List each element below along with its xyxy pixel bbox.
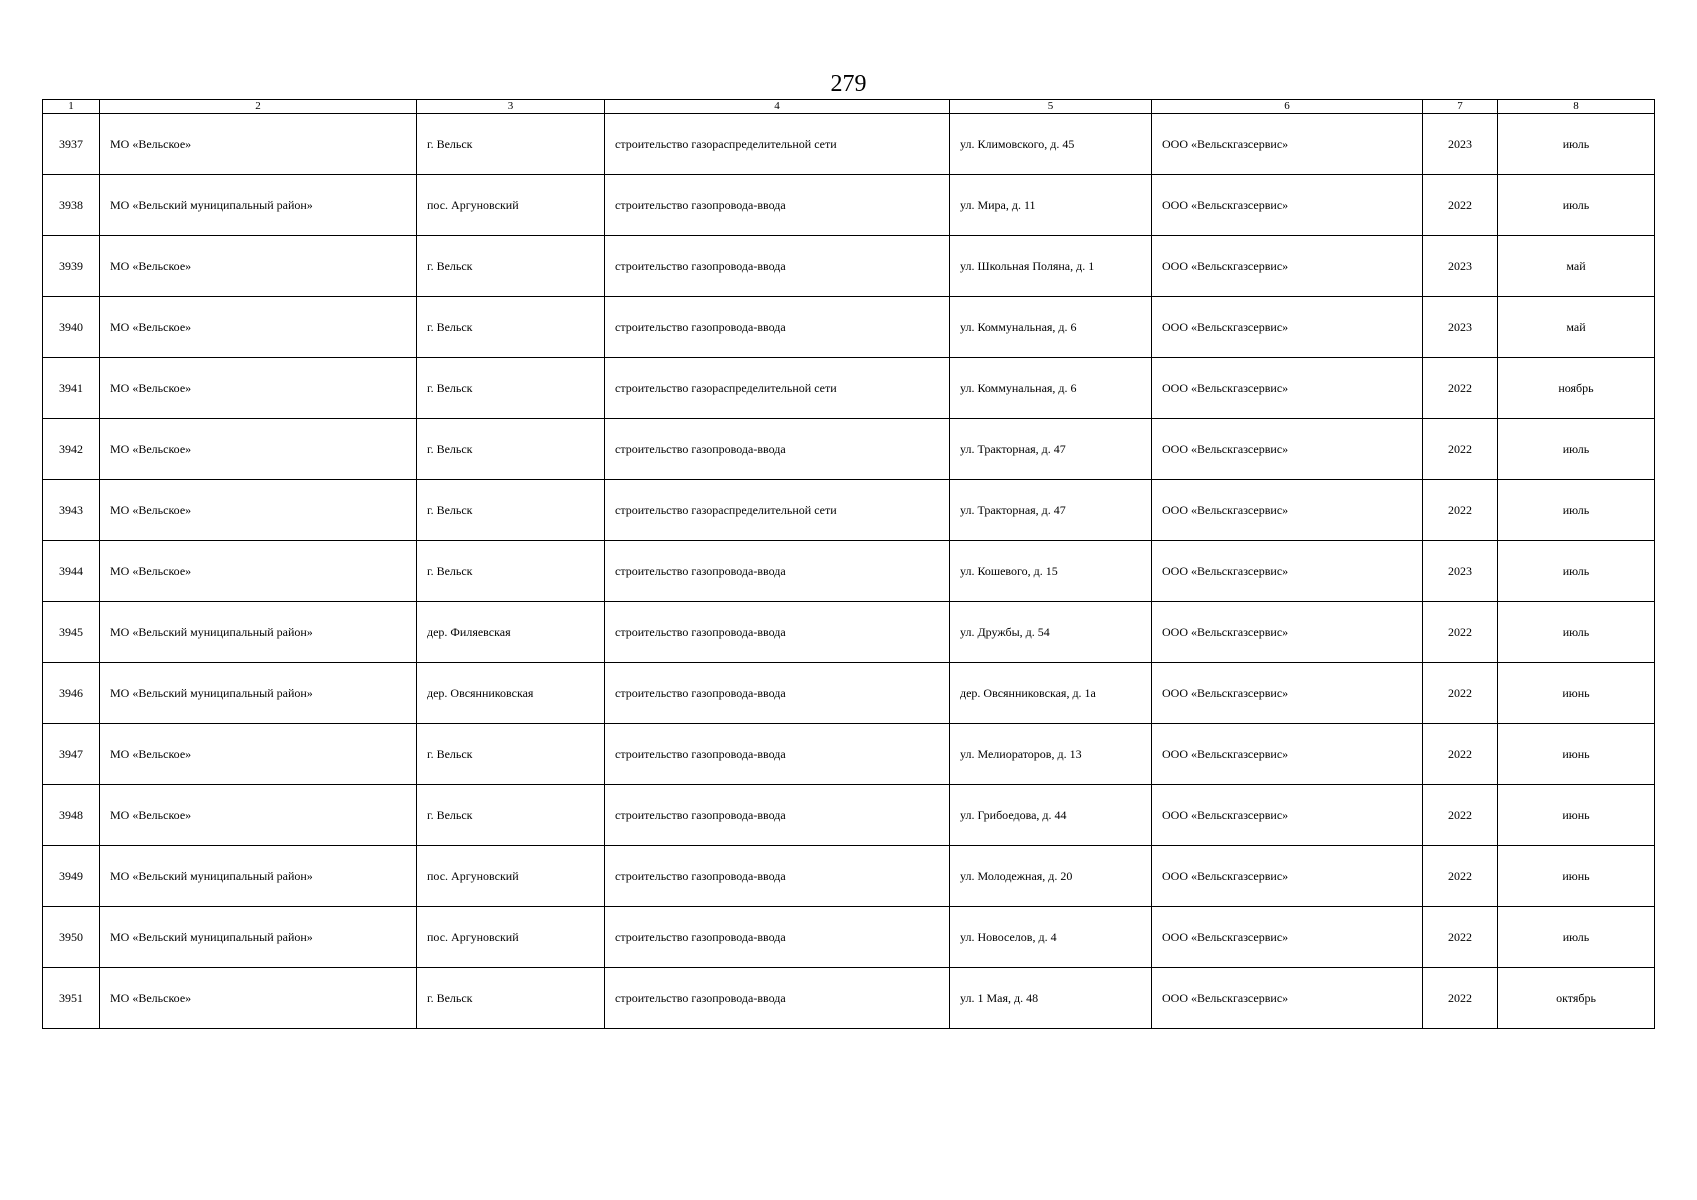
- month-cell: июль: [1498, 480, 1655, 541]
- settlement-cell: г. Вельск: [417, 724, 605, 785]
- month-cell: октябрь: [1498, 968, 1655, 1029]
- organization-cell: ООО «Вельскгазсервис»: [1152, 358, 1423, 419]
- municipality-cell: МО «Вельское»: [100, 480, 417, 541]
- row-number-cell: 3950: [43, 907, 100, 968]
- municipality-cell: МО «Вельский муниципальный район»: [100, 175, 417, 236]
- municipality-cell: МО «Вельский муниципальный район»: [100, 907, 417, 968]
- municipality-cell: МО «Вельское»: [100, 297, 417, 358]
- column-header: 6: [1152, 100, 1423, 114]
- municipality-cell: МО «Вельское»: [100, 114, 417, 175]
- organization-cell: ООО «Вельскгазсервис»: [1152, 114, 1423, 175]
- settlement-cell: г. Вельск: [417, 541, 605, 602]
- settlement-cell: пос. Аргуновский: [417, 175, 605, 236]
- settlement-cell: г. Вельск: [417, 785, 605, 846]
- work-type-cell: строительство газопровода-ввода: [605, 846, 950, 907]
- organization-cell: ООО «Вельскгазсервис»: [1152, 541, 1423, 602]
- organization-cell: ООО «Вельскгазсервис»: [1152, 846, 1423, 907]
- work-type-cell: строительство газопровода-ввода: [605, 236, 950, 297]
- year-cell: 2022: [1423, 175, 1498, 236]
- year-cell: 2022: [1423, 724, 1498, 785]
- municipality-cell: МО «Вельский муниципальный район»: [100, 846, 417, 907]
- month-cell: май: [1498, 236, 1655, 297]
- address-cell: ул. Мелиораторов, д. 13: [950, 724, 1152, 785]
- column-header: 2: [100, 100, 417, 114]
- year-cell: 2022: [1423, 968, 1498, 1029]
- month-cell: июль: [1498, 419, 1655, 480]
- municipality-cell: МО «Вельское»: [100, 785, 417, 846]
- address-cell: ул. Молодежная, д. 20: [950, 846, 1152, 907]
- settlement-cell: г. Вельск: [417, 236, 605, 297]
- year-cell: 2022: [1423, 907, 1498, 968]
- row-number-cell: 3947: [43, 724, 100, 785]
- row-number-cell: 3942: [43, 419, 100, 480]
- table-row: [43, 602, 1655, 663]
- organization-cell: ООО «Вельскгазсервис»: [1152, 236, 1423, 297]
- table-row: [43, 114, 1655, 175]
- address-cell: ул. Кошевого, д. 15: [950, 541, 1152, 602]
- table-row: [43, 724, 1655, 785]
- month-cell: июль: [1498, 175, 1655, 236]
- settlement-cell: г. Вельск: [417, 419, 605, 480]
- month-cell: июль: [1498, 541, 1655, 602]
- organization-cell: ООО «Вельскгазсервис»: [1152, 968, 1423, 1029]
- municipality-cell: МО «Вельское»: [100, 968, 417, 1029]
- year-cell: 2023: [1423, 297, 1498, 358]
- address-cell: ул. 1 Мая, д. 48: [950, 968, 1152, 1029]
- municipality-cell: МО «Вельское»: [100, 541, 417, 602]
- work-type-cell: строительство газопровода-ввода: [605, 785, 950, 846]
- table-row: [43, 541, 1655, 602]
- month-cell: июнь: [1498, 663, 1655, 724]
- settlement-cell: пос. Аргуновский: [417, 907, 605, 968]
- row-number-cell: 3944: [43, 541, 100, 602]
- month-cell: июль: [1498, 114, 1655, 175]
- month-cell: июнь: [1498, 846, 1655, 907]
- year-cell: 2023: [1423, 114, 1498, 175]
- work-type-cell: строительство газопровода-ввода: [605, 175, 950, 236]
- column-header: 1: [43, 100, 100, 114]
- row-number-cell: 3939: [43, 236, 100, 297]
- row-number-cell: 3949: [43, 846, 100, 907]
- table-row: [43, 663, 1655, 724]
- address-cell: ул. Новоселов, д. 4: [950, 907, 1152, 968]
- table-row: [43, 236, 1655, 297]
- work-type-cell: строительство газопровода-ввода: [605, 907, 950, 968]
- work-type-cell: строительство газораспределительной сети: [605, 114, 950, 175]
- organization-cell: ООО «Вельскгазсервис»: [1152, 663, 1423, 724]
- settlement-cell: г. Вельск: [417, 480, 605, 541]
- municipality-cell: МО «Вельский муниципальный район»: [100, 663, 417, 724]
- organization-cell: ООО «Вельскгазсервис»: [1152, 602, 1423, 663]
- address-cell: ул. Мира, д. 11: [950, 175, 1152, 236]
- address-cell: ул. Тракторная, д. 47: [950, 419, 1152, 480]
- month-cell: май: [1498, 297, 1655, 358]
- settlement-cell: дер. Овсянниковская: [417, 663, 605, 724]
- table-row: [43, 419, 1655, 480]
- column-header: 7: [1423, 100, 1498, 114]
- organization-cell: ООО «Вельскгазсервис»: [1152, 480, 1423, 541]
- settlement-cell: дер. Филяевская: [417, 602, 605, 663]
- address-cell: ул. Коммунальная, д. 6: [950, 297, 1152, 358]
- settlement-cell: г. Вельск: [417, 358, 605, 419]
- table-row: [43, 480, 1655, 541]
- row-number-cell: 3937: [43, 114, 100, 175]
- month-cell: июнь: [1498, 724, 1655, 785]
- work-type-cell: строительство газопровода-ввода: [605, 724, 950, 785]
- month-cell: июнь: [1498, 785, 1655, 846]
- municipality-cell: МО «Вельский муниципальный район»: [100, 602, 417, 663]
- address-cell: дер. Овсянниковская, д. 1а: [950, 663, 1152, 724]
- row-number-cell: 3946: [43, 663, 100, 724]
- municipality-cell: МО «Вельское»: [100, 724, 417, 785]
- organization-cell: ООО «Вельскгазсервис»: [1152, 175, 1423, 236]
- settlement-cell: пос. Аргуновский: [417, 846, 605, 907]
- work-type-cell: строительство газопровода-ввода: [605, 968, 950, 1029]
- work-type-cell: строительство газопровода-ввода: [605, 663, 950, 724]
- table-row: [43, 968, 1655, 1029]
- organization-cell: ООО «Вельскгазсервис»: [1152, 907, 1423, 968]
- data-table: [42, 99, 1655, 1029]
- work-type-cell: строительство газораспределительной сети: [605, 358, 950, 419]
- year-cell: 2022: [1423, 419, 1498, 480]
- organization-cell: ООО «Вельскгазсервис»: [1152, 297, 1423, 358]
- year-cell: 2022: [1423, 480, 1498, 541]
- table-row: [43, 297, 1655, 358]
- month-cell: июль: [1498, 602, 1655, 663]
- organization-cell: ООО «Вельскгазсервис»: [1152, 785, 1423, 846]
- work-type-cell: строительство газопровода-ввода: [605, 297, 950, 358]
- year-cell: 2022: [1423, 846, 1498, 907]
- settlement-cell: г. Вельск: [417, 968, 605, 1029]
- municipality-cell: МО «Вельское»: [100, 236, 417, 297]
- table-row: [43, 358, 1655, 419]
- address-cell: ул. Коммунальная, д. 6: [950, 358, 1152, 419]
- year-cell: 2022: [1423, 663, 1498, 724]
- row-number-cell: 3938: [43, 175, 100, 236]
- settlement-cell: г. Вельск: [417, 297, 605, 358]
- address-cell: ул. Дружбы, д. 54: [950, 602, 1152, 663]
- work-type-cell: строительство газопровода-ввода: [605, 541, 950, 602]
- address-cell: ул. Тракторная, д. 47: [950, 480, 1152, 541]
- column-number-header-row: [43, 100, 1655, 114]
- municipality-cell: МО «Вельское»: [100, 358, 417, 419]
- table-row: [43, 785, 1655, 846]
- table-row: [43, 175, 1655, 236]
- address-cell: ул. Школьная Поляна, д. 1: [950, 236, 1152, 297]
- address-cell: ул. Климовского, д. 45: [950, 114, 1152, 175]
- year-cell: 2023: [1423, 236, 1498, 297]
- column-header: 4: [605, 100, 950, 114]
- row-number-cell: 3941: [43, 358, 100, 419]
- municipality-cell: МО «Вельское»: [100, 419, 417, 480]
- table-row: [43, 846, 1655, 907]
- page-number: 279: [830, 71, 867, 97]
- month-cell: ноябрь: [1498, 358, 1655, 419]
- organization-cell: ООО «Вельскгазсервис»: [1152, 419, 1423, 480]
- settlement-cell: г. Вельск: [417, 114, 605, 175]
- organization-cell: ООО «Вельскгазсервис»: [1152, 724, 1423, 785]
- row-number-cell: 3940: [43, 297, 100, 358]
- table-body: [43, 114, 1655, 1029]
- row-number-cell: 3945: [43, 602, 100, 663]
- year-cell: 2023: [1423, 541, 1498, 602]
- column-header: 5: [950, 100, 1152, 114]
- month-cell: июль: [1498, 907, 1655, 968]
- row-number-cell: 3948: [43, 785, 100, 846]
- table-row: [43, 907, 1655, 968]
- work-type-cell: строительство газопровода-ввода: [605, 602, 950, 663]
- year-cell: 2022: [1423, 602, 1498, 663]
- year-cell: 2022: [1423, 358, 1498, 419]
- address-cell: ул. Грибоедова, д. 44: [950, 785, 1152, 846]
- row-number-cell: 3943: [43, 480, 100, 541]
- work-type-cell: строительство газопровода-ввода: [605, 419, 950, 480]
- column-header: 8: [1498, 100, 1655, 114]
- year-cell: 2022: [1423, 785, 1498, 846]
- row-number-cell: 3951: [43, 968, 100, 1029]
- work-type-cell: строительство газораспределительной сети: [605, 480, 950, 541]
- column-header: 3: [417, 100, 605, 114]
